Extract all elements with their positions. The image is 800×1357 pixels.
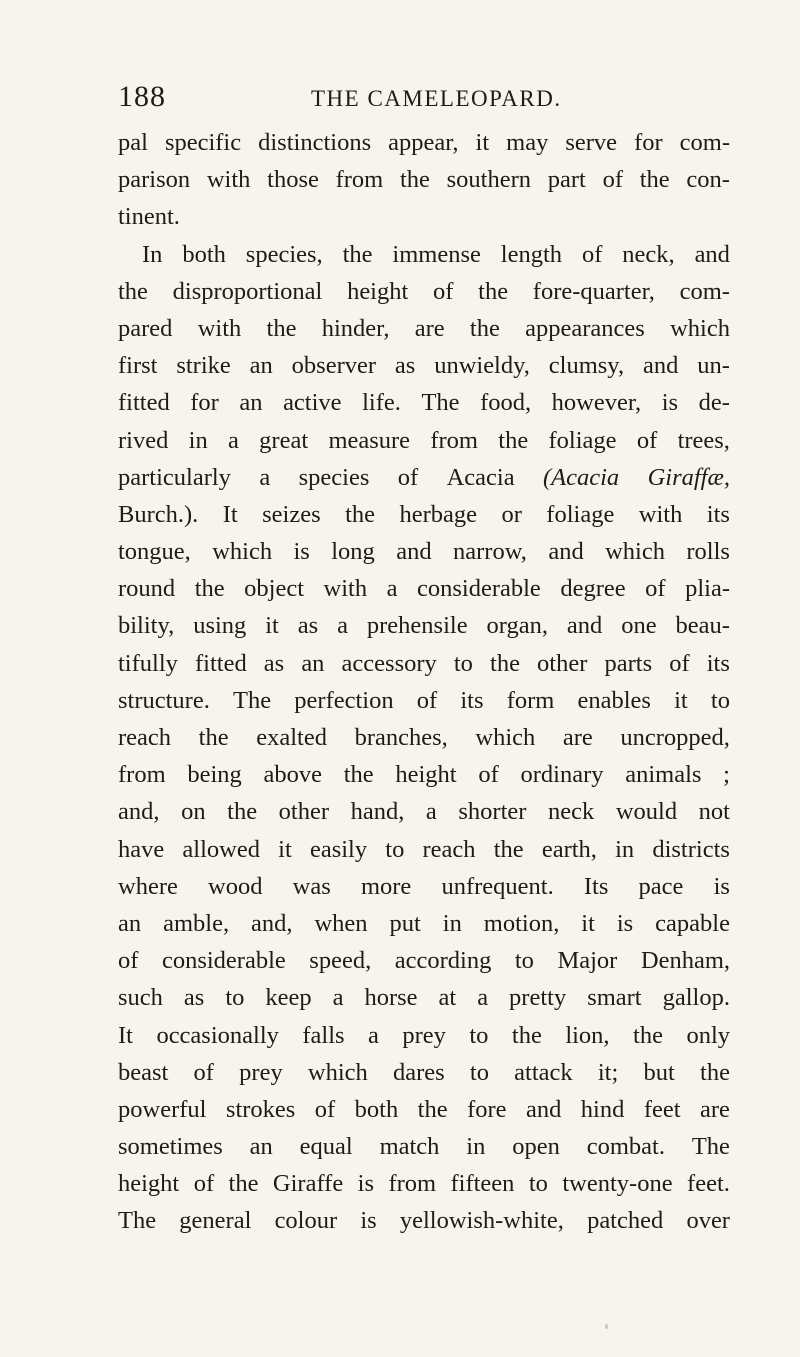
word: an <box>249 352 273 380</box>
word: animals <box>625 761 702 789</box>
word: twenty-one <box>562 1170 673 1198</box>
word: in <box>615 835 635 863</box>
word: strokes <box>225 1095 296 1123</box>
word: herbage <box>399 500 477 528</box>
word: dares <box>393 1058 445 1086</box>
word: branches, <box>354 724 448 751</box>
text-line <box>118 124 730 161</box>
word: yellowish-white, <box>399 1207 564 1235</box>
word: when <box>314 909 368 937</box>
word: to <box>710 686 730 714</box>
text-line <box>118 1091 730 1128</box>
word: The <box>421 389 460 417</box>
word: The <box>233 686 272 714</box>
word: colour <box>274 1207 338 1235</box>
text-line <box>118 347 730 384</box>
word: of <box>602 166 623 194</box>
word: reach <box>118 724 172 751</box>
word: to <box>225 984 245 1012</box>
word: the <box>345 500 376 528</box>
word: as <box>263 649 285 677</box>
word: at <box>438 984 457 1012</box>
word: foliage <box>548 426 617 454</box>
word: with <box>197 314 242 342</box>
word: it <box>674 686 688 714</box>
word: for <box>190 389 219 417</box>
text-line <box>118 607 730 644</box>
word: but <box>643 1058 675 1086</box>
word: is <box>661 389 679 417</box>
word: com- <box>679 277 730 305</box>
word: disproportional <box>172 277 323 305</box>
word: or <box>501 500 522 528</box>
word: is <box>713 872 730 900</box>
word: Its <box>583 872 609 900</box>
word: the <box>469 314 500 342</box>
word: it <box>581 909 595 937</box>
word: an <box>249 1133 273 1161</box>
word: the <box>700 1058 730 1086</box>
word: the <box>198 724 229 751</box>
word: length <box>500 240 563 268</box>
word: the <box>490 649 520 677</box>
word: life. <box>362 389 401 417</box>
word: The <box>118 1207 157 1235</box>
word: which <box>212 538 273 566</box>
word: fore <box>467 1095 507 1123</box>
text-line <box>118 422 730 459</box>
word: as <box>297 612 319 640</box>
text-line <box>118 868 730 905</box>
word: and, <box>118 798 160 826</box>
word: is <box>357 1170 374 1198</box>
word: and <box>642 352 679 380</box>
word: those <box>267 166 319 194</box>
word: a <box>425 798 437 826</box>
word: height <box>395 761 457 789</box>
word: a <box>228 426 239 454</box>
word: pared <box>118 314 173 342</box>
word: is <box>616 909 634 937</box>
word: feet <box>643 1095 681 1123</box>
text-line <box>118 979 730 1016</box>
word: from <box>118 761 166 789</box>
word: according <box>394 947 492 975</box>
word: with <box>638 500 683 528</box>
word: gallop. <box>662 984 730 1012</box>
word: both <box>354 1095 399 1123</box>
word: serve <box>565 129 618 156</box>
page-number: 188 <box>118 80 166 113</box>
word: are <box>414 314 445 342</box>
word: not <box>698 798 730 826</box>
word: The <box>691 1133 730 1161</box>
word: seizes <box>262 500 321 528</box>
word: plia- <box>685 575 730 603</box>
text-line <box>118 831 730 868</box>
word: earth, <box>541 835 597 863</box>
word: accessory <box>341 649 437 677</box>
word: neck <box>548 798 595 826</box>
word: great <box>259 426 309 454</box>
word: object <box>244 575 305 603</box>
word: considerable <box>417 575 541 603</box>
text-line <box>118 942 730 979</box>
word: in <box>188 426 208 454</box>
word: the <box>417 1095 448 1123</box>
word: amble, <box>163 909 230 937</box>
word: pace <box>638 872 684 900</box>
word: part <box>547 166 586 194</box>
word: of <box>478 761 499 789</box>
word: Denham, <box>640 947 730 975</box>
word: with <box>323 575 368 603</box>
word: structure. <box>118 686 210 714</box>
word: keep <box>265 984 312 1012</box>
word: which <box>307 1058 368 1086</box>
word: of <box>193 1170 215 1198</box>
word: bility, <box>118 612 175 640</box>
word: combat. <box>586 1133 665 1161</box>
running-title: THE CAMELEOPARD. <box>311 86 562 111</box>
word: of <box>416 686 438 714</box>
word: the <box>227 798 258 826</box>
word: com- <box>679 129 730 156</box>
word: the <box>498 426 529 454</box>
word: Giraffæ, <box>647 463 730 491</box>
word: unwieldy, <box>434 352 530 380</box>
word: the <box>343 761 374 789</box>
word: ; <box>723 761 730 789</box>
word: occasionally <box>156 1021 279 1049</box>
word: and <box>566 612 603 640</box>
word: the <box>639 166 670 194</box>
text-line <box>118 384 730 421</box>
word: an <box>301 649 325 677</box>
word: which <box>475 724 536 751</box>
word: specific <box>164 129 242 156</box>
word: from <box>335 166 384 194</box>
word: with <box>206 166 251 194</box>
word: rolls <box>686 538 730 566</box>
word: a <box>477 984 489 1012</box>
word: to <box>469 1058 489 1086</box>
text-line <box>118 570 730 607</box>
word: Burch.). <box>118 500 199 528</box>
text-line <box>118 459 730 496</box>
word: pretty <box>509 984 567 1012</box>
word: appear, <box>388 129 459 156</box>
word: fitted <box>194 649 247 677</box>
word: as <box>394 352 416 380</box>
word: match <box>379 1133 440 1161</box>
word: as <box>183 984 205 1012</box>
word: species, <box>245 240 323 268</box>
word: and <box>694 240 730 268</box>
word: may <box>506 129 549 156</box>
word: put <box>389 909 421 937</box>
word: form <box>506 686 555 714</box>
word: height <box>118 1170 180 1198</box>
text-line <box>118 1017 730 1054</box>
running-head <box>118 80 718 120</box>
word: and <box>396 538 432 566</box>
word: fitted <box>118 389 170 417</box>
text-line <box>118 161 730 198</box>
word: of <box>397 463 419 491</box>
word: open <box>512 1133 560 1161</box>
word: appearances <box>525 314 645 342</box>
word: pal <box>118 129 148 156</box>
word: feet. <box>687 1170 730 1198</box>
word: on <box>181 798 206 826</box>
word: speed, <box>309 947 372 975</box>
word: in <box>466 1133 486 1161</box>
word: the <box>266 314 297 342</box>
word: Acacia <box>446 463 515 491</box>
word: Giraffe <box>272 1170 344 1198</box>
word: the <box>118 277 148 305</box>
word: of <box>581 240 603 268</box>
word: other <box>537 649 588 677</box>
word: was <box>292 872 331 900</box>
text-line <box>118 1128 730 1165</box>
text-line <box>118 533 730 570</box>
word: its <box>706 500 730 528</box>
text-line <box>118 1054 730 1091</box>
word: are <box>562 724 593 751</box>
word: de- <box>698 389 730 417</box>
word: long <box>331 538 375 566</box>
text-line <box>118 1202 730 1239</box>
word: parts <box>604 649 653 677</box>
word: only <box>686 1021 730 1049</box>
word: observer <box>291 352 377 380</box>
word: general <box>179 1207 252 1235</box>
word: it <box>265 612 279 640</box>
word: from <box>388 1170 437 1198</box>
word: active <box>283 389 342 417</box>
word: uncropped, <box>620 724 730 751</box>
word: allowed <box>182 835 260 863</box>
word: food, <box>480 389 532 417</box>
word: reach <box>422 835 476 863</box>
word: In <box>142 240 163 268</box>
word: to <box>514 947 534 975</box>
word: trees, <box>677 426 730 454</box>
word: ordinary <box>520 761 604 789</box>
word: of <box>193 1058 214 1086</box>
word: both <box>182 240 226 268</box>
word: prey <box>239 1058 283 1086</box>
word: to <box>469 1021 489 1049</box>
word: other <box>278 798 330 826</box>
word: un- <box>697 352 730 380</box>
word: powerful <box>118 1095 207 1123</box>
word: height <box>347 277 409 305</box>
word: it <box>278 835 292 863</box>
word: the <box>342 240 373 268</box>
word: and <box>525 1095 562 1123</box>
word: is <box>293 538 310 566</box>
word: round <box>118 575 176 603</box>
word: a <box>337 612 348 640</box>
text-line <box>118 198 730 235</box>
word: perfection <box>294 686 394 714</box>
word: the <box>399 166 430 194</box>
text-line <box>118 310 730 347</box>
word: of <box>118 947 139 975</box>
word: parison <box>118 166 191 194</box>
word: immense <box>392 240 481 268</box>
word: unfrequent. <box>441 872 554 900</box>
word: of <box>645 575 666 603</box>
word: are <box>699 1095 730 1123</box>
word: prehensile <box>366 612 468 640</box>
word: horse <box>364 984 418 1012</box>
word: a <box>386 575 398 603</box>
word: tinent. <box>118 203 180 231</box>
word: hinder, <box>321 314 390 342</box>
word: hand, <box>350 798 405 826</box>
text-line <box>118 756 730 793</box>
word: equal <box>299 1133 353 1161</box>
word: considerable <box>161 947 286 975</box>
word: districts <box>652 835 730 863</box>
word: measure <box>328 426 411 454</box>
word: the <box>511 1021 542 1049</box>
word: tongue, <box>118 538 191 566</box>
word: Major <box>557 947 618 975</box>
word: It <box>222 500 238 528</box>
word: hind <box>580 1095 625 1123</box>
word: however, <box>551 389 642 417</box>
word: the <box>478 277 509 305</box>
word: distinctions <box>258 129 372 156</box>
word: of <box>669 649 690 677</box>
word: one <box>621 612 657 640</box>
word: a <box>259 463 271 491</box>
text-line <box>118 793 730 830</box>
word: capable <box>655 909 730 937</box>
word: rived <box>118 426 169 454</box>
word: particularly <box>118 463 231 491</box>
word: first <box>118 352 158 380</box>
text-line <box>118 236 730 273</box>
word: is <box>360 1207 377 1235</box>
word: of <box>433 277 454 305</box>
word: con- <box>686 166 730 194</box>
word: shorter <box>458 798 527 826</box>
word: neck, <box>622 240 675 268</box>
word: lion, <box>565 1021 610 1049</box>
word: of <box>314 1095 336 1123</box>
word: being <box>187 761 242 789</box>
word: degree <box>560 575 626 603</box>
word: would <box>615 798 678 826</box>
word: of <box>636 426 658 454</box>
word: exalted <box>256 724 327 751</box>
word: the <box>228 1170 259 1198</box>
word: attack <box>514 1058 573 1086</box>
word: to <box>453 649 473 677</box>
text-line <box>118 905 730 942</box>
word: falls <box>302 1021 345 1049</box>
word: patched <box>587 1207 664 1235</box>
word: for <box>634 129 663 156</box>
word: smart <box>587 984 642 1012</box>
word: southern <box>446 166 532 194</box>
text-line <box>118 682 730 719</box>
word: motion, <box>483 909 560 937</box>
word: its <box>460 686 484 714</box>
word: a <box>332 984 344 1012</box>
word: clumsy, <box>548 352 625 380</box>
word: fifteen <box>450 1170 515 1198</box>
word: the <box>493 835 524 863</box>
word: beast <box>118 1058 169 1086</box>
word: a <box>368 1021 379 1049</box>
word: which <box>605 538 665 566</box>
word: It <box>118 1021 133 1049</box>
word: where <box>118 872 178 900</box>
word: it <box>475 129 490 156</box>
word: from <box>430 426 478 454</box>
word: prey <box>402 1021 446 1049</box>
text-line <box>118 719 730 756</box>
word: its <box>706 649 730 677</box>
word: in <box>442 909 462 937</box>
text-line <box>118 496 730 533</box>
word: (Acacia <box>543 463 620 491</box>
word: and, <box>251 909 293 937</box>
word: tifully <box>118 649 178 677</box>
word: have <box>118 835 165 863</box>
word: an <box>118 909 142 937</box>
word: narrow, <box>453 538 527 566</box>
word: which <box>670 314 730 342</box>
text-line <box>118 645 730 682</box>
word: foliage <box>546 500 615 528</box>
word: above <box>263 761 322 789</box>
word: sometimes <box>118 1133 223 1161</box>
word: over <box>686 1207 730 1235</box>
word: an <box>239 389 263 417</box>
word: and <box>548 538 584 566</box>
word: fore-quarter, <box>532 277 655 305</box>
word: easily <box>309 835 368 863</box>
word: enables <box>577 686 651 714</box>
word: to <box>528 1170 548 1198</box>
word: strike <box>176 352 231 380</box>
word: such <box>118 984 163 1012</box>
word: beau- <box>675 612 730 640</box>
word: the <box>194 575 225 603</box>
word: organ, <box>486 612 548 640</box>
paper-speck <box>605 1324 608 1329</box>
word: to <box>385 835 405 863</box>
word: using <box>193 612 247 640</box>
text-line <box>118 273 730 310</box>
word: more <box>360 872 412 900</box>
word: species <box>298 463 370 491</box>
word: the <box>633 1021 663 1049</box>
word: it; <box>597 1058 619 1086</box>
text-line <box>118 1165 730 1202</box>
body-text <box>118 124 730 1240</box>
word: wood <box>208 872 263 900</box>
